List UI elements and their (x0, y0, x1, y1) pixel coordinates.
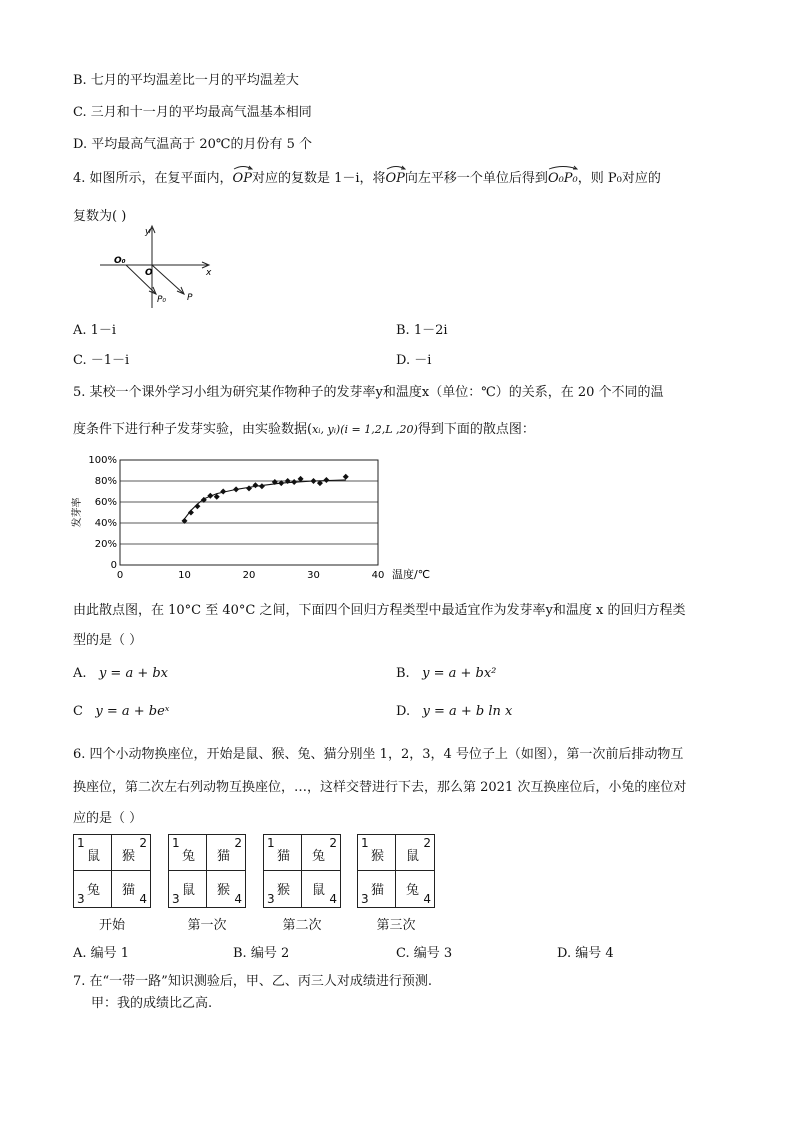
animal-name: 兔 (87, 883, 101, 898)
q4-mid3: ，则 P₀对应的 (577, 171, 661, 186)
y-tick-label: 40% (94, 518, 117, 529)
q5-option-d: D. y = a + b ln x (396, 704, 513, 719)
y-tick-label: 80% (94, 476, 117, 487)
data-point (259, 483, 265, 489)
seat-number: 1 (267, 836, 275, 850)
q5-stem-line2 (73, 418, 535, 437)
q4-option-b: B. 1－2i (396, 323, 448, 338)
grid-caption: 开始 (98, 918, 125, 933)
vector-o0p0: O₀P₀ (548, 171, 578, 186)
seat-number: 1 (361, 836, 369, 850)
seat-cell (112, 835, 150, 871)
data-point (194, 503, 200, 509)
animal-name: 鼠 (312, 883, 326, 898)
seat-cell (169, 871, 207, 907)
y-tick-label: 20% (94, 539, 117, 550)
data-point (323, 477, 329, 483)
q5-index-set: xᵢ, yᵢ)(i = 1,2,L ,20) (312, 423, 418, 436)
animal-name: 兔 (312, 849, 326, 864)
animal-name: 猴 (122, 849, 136, 864)
label-origin: O (145, 268, 153, 278)
data-point (207, 493, 213, 499)
grid-caption: 第三次 (376, 918, 416, 933)
seat-number: 4 (139, 892, 147, 906)
formula-quadratic: y = a + bx² (422, 666, 497, 681)
animal-name: 猫 (217, 849, 231, 864)
data-point (246, 485, 252, 491)
seat-number: 3 (361, 892, 369, 906)
data-point (233, 486, 239, 492)
q5-option-c: C y = a + beˣ (73, 704, 170, 719)
q5-after-line1: 由此散点图，在 10°C 至 40°C 之间，下面四个回归方程类型中最适宜作为发芽率y和温度 x 的回归方程类 (73, 603, 686, 618)
animal-name: 兔 (406, 883, 420, 898)
q6-option-d: D. 编号 4 (557, 946, 614, 961)
q3-option-d: D. 平均最高气温高于 20℃的月份有 5 个 (73, 137, 312, 152)
q4-prefix: 4. 如图所示，在复平面内， (73, 171, 233, 186)
data-point (291, 479, 297, 485)
vector-arrow-icon (386, 164, 406, 170)
q3-option-c: C. 三月和十一月的平均最高气温基本相同 (73, 105, 312, 120)
grid-caption: 第一次 (187, 918, 227, 933)
seat-number: 3 (267, 892, 275, 906)
x-tick-label: 20 (242, 570, 256, 581)
seat-cell (264, 871, 302, 907)
animal-name: 猴 (217, 883, 231, 898)
seat-cell (74, 871, 112, 907)
data-point (311, 478, 317, 484)
q4-stem-line2: 复数为( ) (73, 209, 127, 224)
q6-option-a: A. 编号 1 (73, 946, 130, 961)
seat-cell (264, 835, 302, 871)
q6-stem-line3: 应的是（ ） (73, 811, 143, 826)
label-o0: O₀ (114, 256, 126, 266)
q5-line2-pre: 度条件下进行种子发芽实验，由实验数据( (73, 422, 313, 437)
animal-name: 鼠 (182, 883, 196, 898)
data-point (220, 489, 226, 495)
seat-number: 2 (234, 836, 242, 850)
plot-frame (120, 460, 378, 565)
data-point (188, 510, 194, 516)
seat-number: 1 (172, 836, 180, 850)
seat-cell (207, 835, 245, 871)
vector-op-2: OP (386, 171, 405, 186)
seat-number: 4 (423, 892, 431, 906)
y-tick-label: 60% (94, 497, 117, 508)
seat-cell (358, 835, 396, 871)
y-tick-label: 0 (110, 560, 117, 571)
seat-cell (358, 871, 396, 907)
seat-cell (74, 835, 112, 871)
q4-mid2: 向左平移一个单位后得到 (404, 171, 548, 186)
animal-name: 猫 (277, 849, 291, 864)
seat-cell (396, 871, 434, 907)
seat-number: 3 (172, 892, 180, 906)
q7-stem-line2: 甲：我的成绩比乙高. (91, 996, 213, 1011)
q5-line2-post: 得到下面的散点图： (417, 422, 535, 437)
vector-op-line (152, 265, 184, 294)
seat-number: 2 (329, 836, 337, 850)
seat-number: 4 (329, 892, 337, 906)
q6-option-c: C. 编号 3 (396, 946, 453, 961)
x-tick-label: 0 (116, 570, 124, 581)
x-tick-label: 40 (371, 570, 385, 581)
q5-after-line2: 型的是（ ） (73, 633, 143, 648)
formula-linear: y = a + bx (98, 666, 168, 681)
seat-cell (396, 835, 434, 871)
q4-option-d: D. －i (396, 353, 432, 368)
animal-name: 猴 (371, 849, 385, 864)
animal-name: 鼠 (406, 849, 420, 864)
q5-stem-line1: 5. 某校一个课外学习小组为研究某作物种子的发芽率y和温度x（单位：℃）的关系，在 20 个不同的温 (73, 385, 664, 400)
grid-caption: 第二次 (282, 918, 322, 933)
q3-option-b: B. 七月的平均温差比一月的平均温差大 (73, 73, 299, 88)
formula-exponential: y = a + beˣ (95, 704, 170, 719)
seat-cell (169, 835, 207, 871)
animal-name: 猫 (371, 883, 385, 898)
seat-number: 2 (423, 836, 431, 850)
seat-number: 2 (139, 836, 147, 850)
label-y: y (145, 227, 151, 237)
y-axis-label: 发芽率 (72, 497, 83, 528)
x-tick-label: 30 (307, 570, 320, 581)
x-axis-label: 温度/℃ (392, 568, 431, 581)
seat-grid (73, 834, 151, 908)
seat-grid (263, 834, 341, 908)
seat-number: 1 (77, 836, 85, 850)
label-x: x (206, 268, 212, 278)
vector-arrow-icon (233, 164, 253, 170)
label-p: P (187, 293, 193, 303)
seat-cell (302, 871, 340, 907)
seat-number: 3 (77, 892, 85, 906)
vector-op: OP (233, 171, 252, 186)
seat-cell (302, 835, 340, 871)
q4-option-c: C. －1－i (73, 353, 130, 368)
animal-name: 猫 (122, 883, 136, 898)
q6-option-b: B. 编号 2 (233, 946, 290, 961)
q4-stem-line1 (73, 167, 661, 186)
q5-option-b: B. y = a + bx² (396, 666, 497, 681)
q4-mid1: 对应的复数是 1－i，将 (251, 171, 386, 186)
seat-cell (112, 871, 150, 907)
data-point (343, 474, 349, 480)
seat-number: 4 (234, 892, 242, 906)
trend-curve (185, 480, 346, 519)
x-tick-label: 10 (178, 570, 191, 581)
animal-name: 猴 (277, 883, 291, 898)
data-point (252, 482, 258, 488)
q7-stem-line1: 7. 在“一带一路”知识测验后，甲、乙、丙三人对成绩进行预测. (73, 974, 432, 989)
formula-logarithmic: y = a + b ln x (422, 704, 513, 719)
seat-cell (207, 871, 245, 907)
seat-grid (168, 834, 246, 908)
q6-stem-line2: 换座位，第二次左右列动物互换座位，…，这样交替进行下去，那么第 2021 次互换座位后，小兔的座位对 (73, 780, 687, 795)
label-p0: P₀ (157, 295, 167, 305)
animal-name: 鼠 (87, 849, 101, 864)
animal-name: 兔 (182, 849, 196, 864)
y-tick-label: 100% (88, 455, 117, 466)
vector-arrow-icon (548, 164, 578, 170)
q4-option-a: A. 1－i (73, 323, 117, 338)
germination-scatter-chart (70, 450, 450, 585)
q6-stem-line1: 6. 四个小动物换座位，开始是鼠、猴、兔、猫分别坐 1，2，3，4 号位子上（如图），第一次前后排动物互 (73, 747, 684, 762)
seat-grid (357, 834, 435, 908)
q4-complex-plane-figure (96, 222, 226, 312)
q5-option-a: A. y = a + bx (73, 666, 168, 681)
